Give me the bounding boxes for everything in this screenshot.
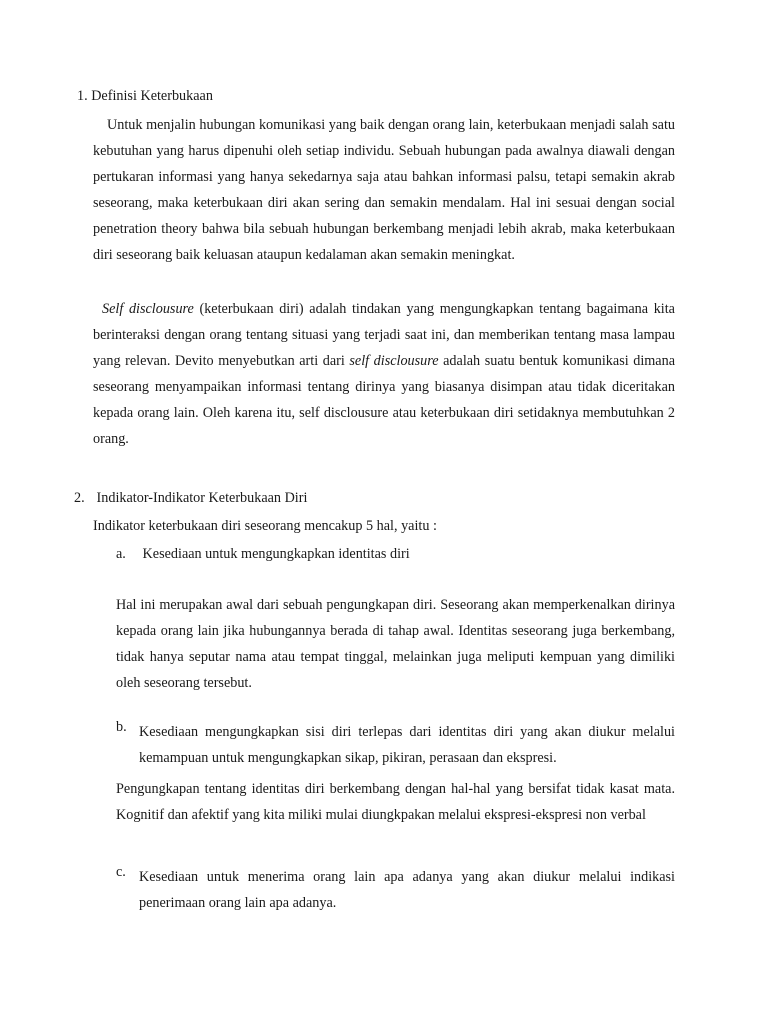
paragraph-2-text-1: (keterbukaan diri) adalah tindakan yang mengungkapkan tentang bagaimana kita berinteraksi dengan orang tentang situasi yang terjadi saat ini, dan memberikan tentang masa lampau yang relevan. Devito menyebutkan arti dari	[93, 301, 675, 369]
item-c-letter: c.	[116, 864, 126, 880]
paragraph-2-text-2: adalah suatu bentuk komunikasi dimana seseorang menyampaikan informasi tentang dirinya yang biasanya disimpan atau tidak diceritakan kepada orang lain. Oleh karena itu, self disclousure atau keterbukaan diri setidaknya membutuhkan 2 orang.	[93, 353, 675, 447]
term-self-disclousure: Self disclousure	[102, 301, 194, 317]
indicator-item-b	[116, 719, 675, 771]
section-1-paragraph-1: Untuk menjalin hubungan komunikasi yang baik dengan orang lain, keterbukaan menjadi salah satu kebutuhan yang harus dipenuhi oleh setiap individu. Sebuah hubungan pada awalnya diawali dengan pertukaran informasi yang hanya sekedarnya saja atau bahkan informasi palsu, tetapi semakin akrab seseorang, maka keterbukaan diri akan sering dan semakin mendalam. Hal ini sesuai dengan social penetration theory bahwa bila sebuah hubungan berkembang menjadi lebih akrab, maka keterbukaan diri seseorang baik keluasan ataupun kedalaman akan semakin meningkat.	[93, 117, 675, 263]
item-b-letter: b.	[116, 719, 127, 735]
section-1-paragraph-2	[93, 296, 675, 452]
section-2-intro: Indikator keterbukaan diri seseorang mencakup 5 hal, yaitu :	[93, 518, 437, 534]
term-self-disclousure-2: self disclousure	[349, 353, 439, 369]
item-c-label: Kesediaan untuk menerima orang lain apa adanya yang akan diukur melalui indikasi penerimaan orang lain apa adanya.	[139, 869, 675, 911]
section-2-title: Indikator-Indikator Keterbukaan Diri	[96, 490, 308, 506]
item-b-label: Kesediaan mengungkapkan sisi diri terlepas dari identitas diri yang akan diukur melalui kemampuan untuk mengungkapkan sikap, pikiran, perasaan dan ekspresi.	[139, 724, 675, 766]
item-a-description: Hal ini merupakan awal dari sebuah pengungkapan diri. Seseorang akan memperkenalkan dirinya kepada orang lain jika hubungannya berada di tahap awal. Identitas seseorang juga berkembang, tidak hanya seputar nama atau tempat tinggal, melainkan juga meliputi kempuan yang dimiliki oleh seseorang tersebut.	[116, 597, 675, 691]
indicator-item-c	[116, 864, 675, 916]
section-1-number: 1.	[77, 88, 88, 104]
item-b-description: Pengungkapan tentang identitas diri berkembang dengan hal-hal yang bersifat tidak kasat mata. Kognitif dan afektif yang kita miliki mulai diungkpakan melalui ekspresi-ekspresi non verbal	[116, 781, 675, 823]
item-a-letter: a.	[116, 546, 126, 562]
indicator-item-a	[116, 546, 410, 563]
section-1-heading	[77, 88, 213, 105]
item-a-label: Kesediaan untuk mengungkapkan identitas diri	[142, 546, 410, 562]
section-1-title: Definisi Keterbukaan	[91, 88, 213, 104]
section-2-number: 2.	[74, 490, 85, 506]
section-2-heading	[74, 490, 307, 507]
